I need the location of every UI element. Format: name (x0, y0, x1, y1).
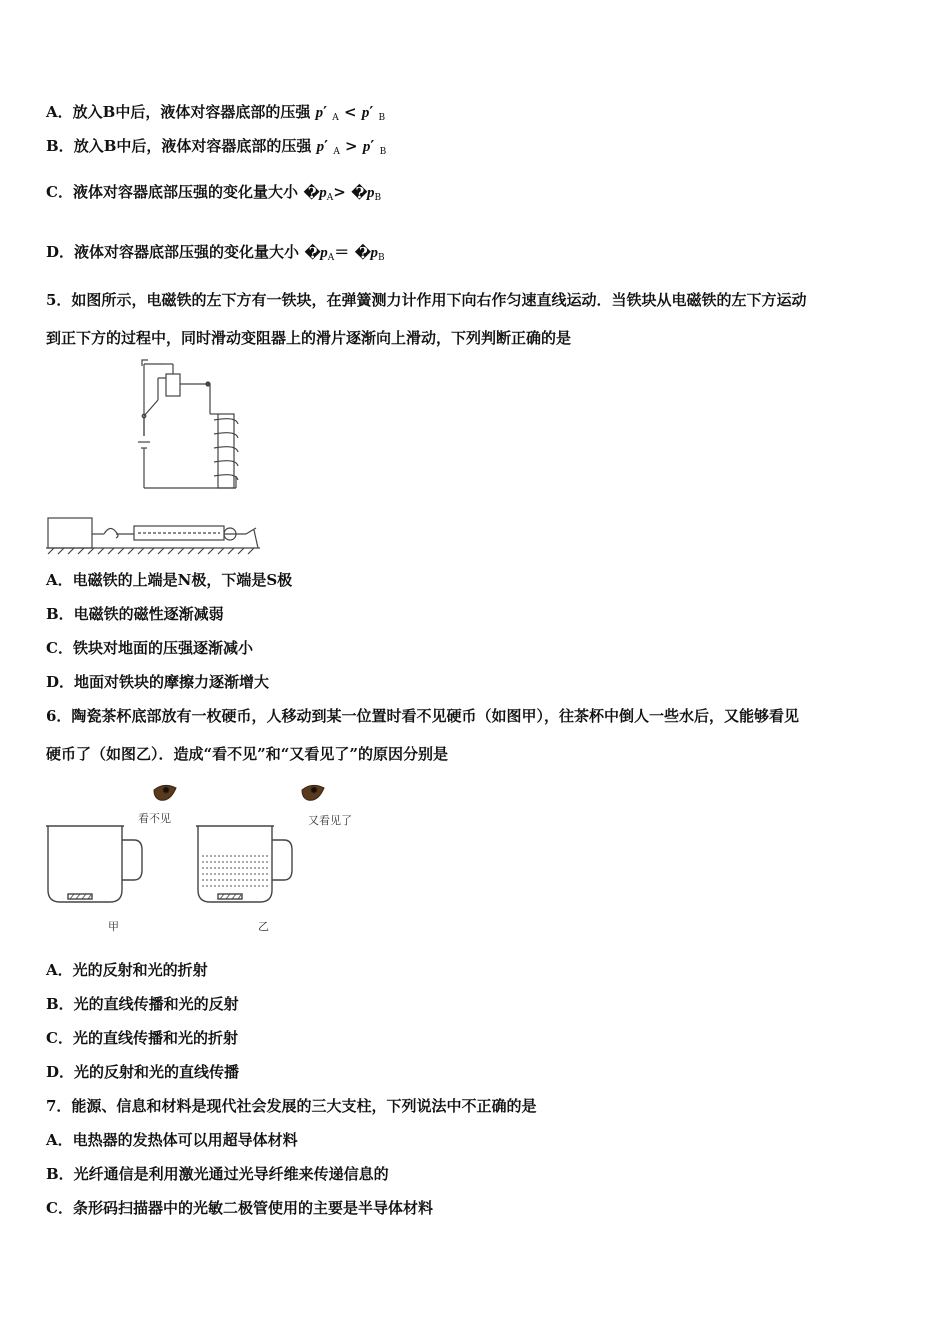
eye-icon (302, 785, 324, 800)
q4-option-d: D．液体对容器底部压强的变化量大小 � $p_A=$ � $p_B$ (46, 243, 385, 263)
subscript: B (378, 253, 385, 263)
symbol-p: p (362, 139, 371, 155)
subscript: A (327, 253, 335, 263)
q5-stem-line1: 5．如图所示，电磁铁的左下方有一铁块，在弹簧测力计作用下向右作匀速直线运动．当铁块从电磁铁的左下方运动 (46, 291, 807, 309)
q5-stem-line2: 到正下方的过程中，同时滑动变阻器上的滑片逐渐向上滑动，下列判断正确的是 (46, 329, 572, 347)
q6-stem-line2: 硬币了（如图乙）．造成“看不见”和“又看见了”的原因分别是 (46, 745, 449, 763)
subscript: A (332, 113, 339, 123)
q5-option-c: C．铁块对地面的压强逐渐减小 (46, 639, 253, 657)
label-yi: 乙 (258, 920, 269, 933)
symbol-p: p (361, 105, 370, 121)
q7-option-a: A．电热器的发热体可以用超导体材料 (46, 1131, 298, 1149)
prime: ′ (370, 137, 375, 155)
operator: ＝ (334, 243, 350, 261)
operator: > (345, 137, 358, 155)
option-label: B． (46, 137, 74, 155)
subscript: B (378, 113, 386, 123)
subscript: B (379, 147, 387, 157)
subscript: A (326, 193, 334, 203)
operator: < (344, 103, 357, 121)
q7-option-c: C．条形码扫描器中的光敏二极管使用的主要是半导体材料 (46, 1199, 433, 1217)
symbol-p: p (370, 245, 379, 261)
caption-see-again: 又看见了 (308, 814, 352, 827)
symbol-p: p (315, 105, 324, 121)
option-text: 放入B中后，液体对容器底部的压强 (73, 137, 312, 155)
q6-option-d: D．光的反射和光的直线传播 (46, 1063, 240, 1081)
option-text: 液体对容器底部压强的变化量大小 (74, 243, 300, 261)
symbol-p: p (367, 185, 375, 201)
symbol-p: p (319, 185, 327, 201)
prime: ′ (323, 103, 328, 121)
option-text: 液体对容器底部压强的变化量大小 (72, 183, 298, 201)
q6-stem-line1: 6．陶瓷茶杯底部放有一枚硬币，人移动到某一位置时看不见硬币（如图甲），往茶杯中倒人一些水后，又能够看见 (46, 707, 799, 725)
option-label: C． (46, 183, 73, 201)
q6-teacup-coin-figure (46, 778, 366, 938)
q5-option-b: B．电磁铁的磁性逐渐减弱 (46, 605, 224, 623)
eye-icon (154, 785, 176, 800)
symbol-p: p (320, 245, 328, 261)
prime: ′ (369, 103, 374, 121)
q5-option-d: D．地面对铁块的摩擦力逐渐增大 (46, 673, 270, 691)
q6-option-b: B．光的直线传播和光的反射 (46, 995, 239, 1013)
subscript: B (374, 193, 382, 203)
prime: ′ (324, 137, 329, 155)
operator: > (333, 183, 346, 201)
option-label: D． (46, 243, 75, 261)
option-text: 放入B中后，液体对容器底部的压强 (72, 103, 311, 121)
symbol-p: p (316, 139, 325, 155)
q7-stem: 7．能源、信息和材料是现代社会发展的三大支柱，下列说法中不正确的是 (46, 1097, 537, 1115)
subscript: A (333, 147, 340, 157)
q4-option-c: C．液体对容器底部压强的变化量大小 � $p_A>$ � $p_B$ (46, 183, 382, 203)
q6-option-c: C．光的直线传播和光的折射 (46, 1029, 238, 1047)
q5-electromagnet-circuit-figure (46, 358, 276, 558)
q4-option-a (46, 102, 385, 128)
label-jia: 甲 (108, 920, 119, 933)
caption-cannot-see: 看不见 (138, 812, 171, 825)
q7-option-b: B．光纤通信是利用激光通过光导纤维来传递信息的 (46, 1165, 389, 1183)
q4-option-b (46, 136, 386, 162)
q5-option-a: A．电磁铁的上端是N极，下端是S极 (46, 571, 293, 589)
option-label: A． (46, 103, 73, 121)
q6-option-a: A．光的反射和光的折射 (46, 961, 208, 979)
